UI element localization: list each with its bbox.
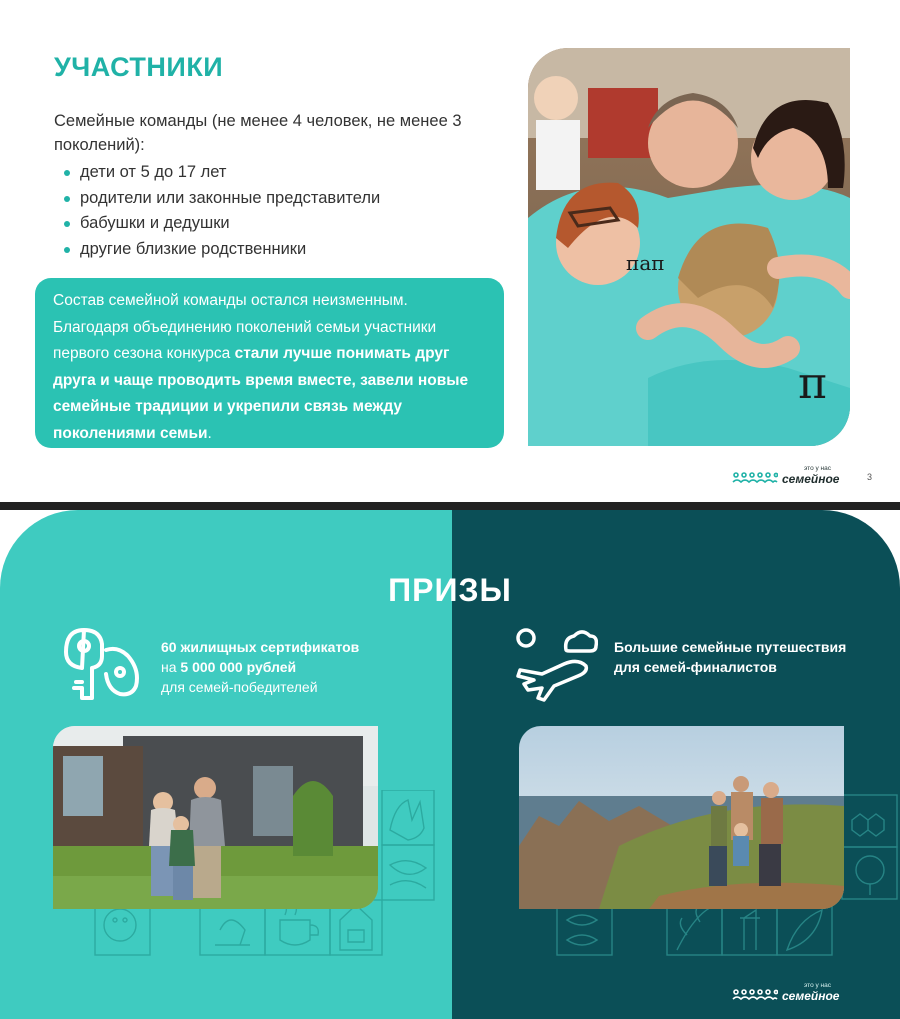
logo-icon bbox=[732, 471, 778, 485]
slide-title: ПРИЗЫ bbox=[388, 572, 512, 608]
svg-text:π: π bbox=[798, 358, 827, 409]
brand-logo bbox=[732, 466, 839, 485]
brand-logo bbox=[732, 983, 839, 1002]
prize-travel-line2: для семей-финалистов bbox=[614, 659, 777, 675]
house-photo bbox=[53, 726, 378, 909]
page-number: 3 bbox=[867, 472, 873, 482]
prize-housing bbox=[161, 637, 359, 697]
list-item: дети от 5 до 17 лет bbox=[62, 160, 380, 186]
prize-housing-line1: 60 жилищных сертификатов bbox=[161, 639, 360, 655]
logo-icon bbox=[732, 988, 778, 1002]
list-item: другие близкие родственники bbox=[62, 237, 380, 263]
slide-divider bbox=[0, 502, 900, 510]
info-box-bold: стали лучше понимать друг друга и чаще проводить время вместе, завели новые семейные традиции и укрепили связь между поколениями семьи bbox=[53, 345, 469, 442]
participant-list bbox=[62, 160, 380, 262]
slide-prizes bbox=[0, 510, 900, 1019]
slide-title: УЧАСТНИКИ bbox=[54, 52, 224, 82]
logo-big-text: семейное bbox=[782, 988, 840, 1003]
key-icon bbox=[62, 624, 142, 704]
logo-small-text: это у нас bbox=[804, 982, 832, 989]
prize-travel-line1: Большие семейные путешествия bbox=[614, 639, 847, 655]
prize-housing-amount: 5 000 000 рублей bbox=[180, 659, 297, 675]
svg-text:пап: пап bbox=[626, 251, 665, 275]
prize-housing-line2 bbox=[161, 657, 359, 677]
prize-housing-prefix: на bbox=[161, 659, 181, 675]
list-item: родители или законные представители bbox=[62, 186, 380, 212]
airplane-icon bbox=[512, 624, 598, 704]
cloud-icon bbox=[566, 632, 597, 651]
info-box-text: Состав семейной команды остался неизменным. Благодаря объединению поколений семьи участники первого сезона конкурса bbox=[53, 292, 437, 362]
list-item: бабушки и дедушки bbox=[62, 211, 380, 237]
prize-housing-line3: для семей-победителей bbox=[161, 679, 318, 695]
logo-small-text: это у нас bbox=[804, 465, 832, 472]
logo-big-text: семейное bbox=[782, 471, 840, 486]
travel-photo bbox=[519, 726, 844, 909]
family-photo bbox=[528, 48, 850, 446]
intro-text: Семейные команды (не менее 4 человек, не менее 3 поколений): bbox=[54, 112, 462, 154]
info-box bbox=[35, 278, 504, 448]
info-box-end: . bbox=[207, 424, 212, 442]
slide-participants bbox=[0, 0, 900, 500]
prize-travel bbox=[614, 637, 846, 677]
sun-icon bbox=[518, 630, 534, 646]
